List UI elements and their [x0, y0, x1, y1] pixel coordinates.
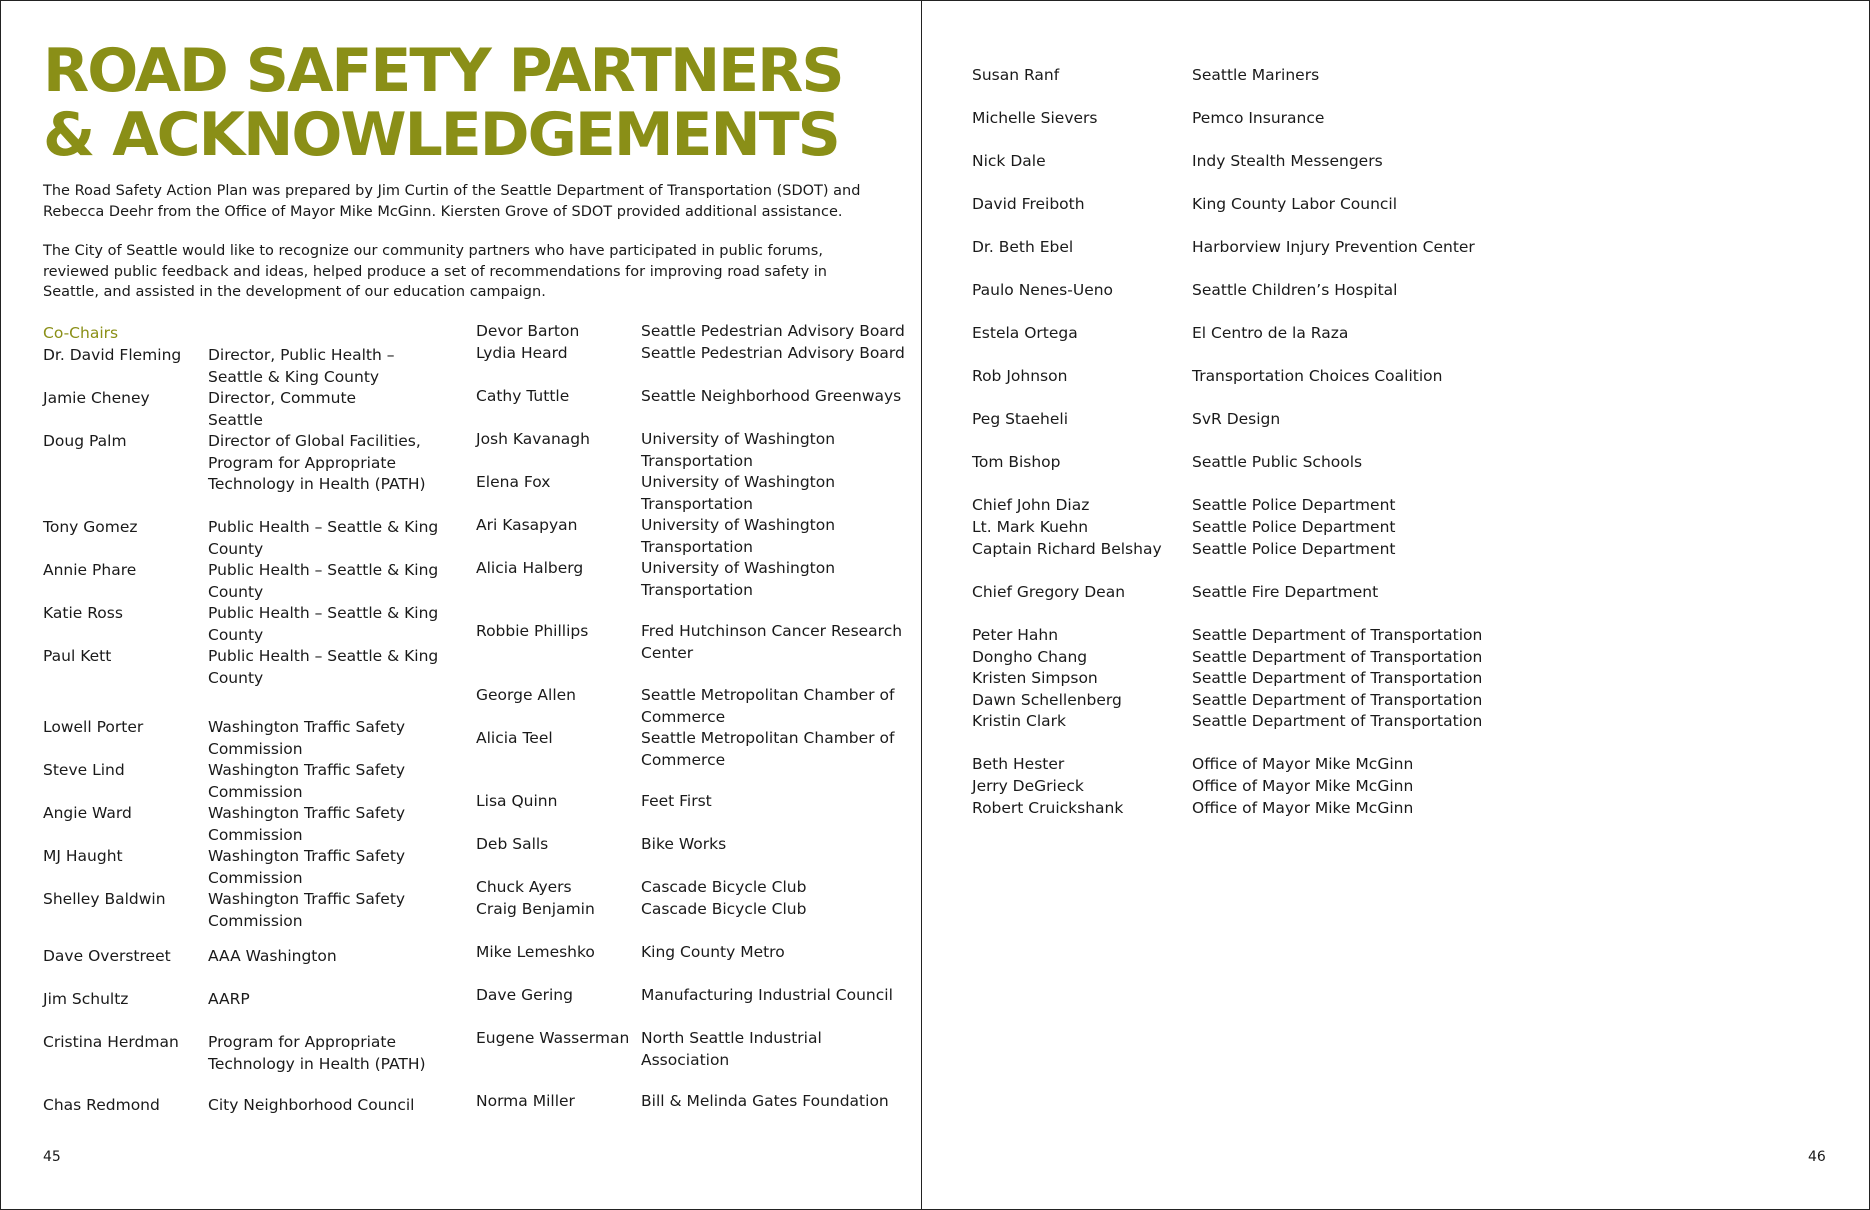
partner-organization: [1192, 668, 1482, 690]
organization-line: University of Washington: [641, 516, 836, 534]
partner-entry: [43, 646, 439, 687]
partner-entry: [476, 343, 905, 365]
partner-name: Devor Barton: [476, 322, 580, 340]
partner-name: Katie Ross: [43, 604, 123, 622]
partner-organization: [641, 942, 785, 964]
partner-organization: [208, 989, 250, 1011]
partner-entry: [972, 194, 1398, 216]
organization-line: AARP: [208, 990, 250, 1008]
partner-organization: [208, 889, 405, 932]
partner-entry: [43, 345, 395, 386]
partner-organization: [641, 899, 806, 921]
organization-line: Washington Traffic Safety: [208, 718, 406, 736]
partner-name: Peg Staeheli: [972, 410, 1069, 428]
partner-organization: [1192, 711, 1482, 733]
organization-line: Transportation: [641, 580, 753, 599]
partner-organization: [641, 1028, 822, 1071]
organization-line: Director of Global Facilities,: [208, 432, 421, 450]
partner-entry: [476, 472, 836, 513]
partner-entry: [972, 151, 1383, 173]
partner-name: Dongho Chang: [972, 648, 1088, 666]
partner-entry: [972, 711, 1483, 733]
organization-line: Seattle Police Department: [1192, 540, 1396, 558]
partner-name: Dawn Schellenberg: [972, 691, 1122, 709]
partner-name: Jerry DeGrieck: [972, 777, 1084, 795]
organization-line: Manufacturing Industrial Council: [641, 986, 893, 1004]
partner-name: Tony Gomez: [43, 518, 138, 536]
partner-entry: [476, 1091, 889, 1113]
partner-name: Beth Hester: [972, 755, 1065, 773]
partner-name: Shelley Baldwin: [43, 890, 166, 908]
organization-line: County: [208, 539, 264, 558]
partner-name: Elena Fox: [476, 473, 551, 491]
organization-line: Commission: [208, 911, 303, 930]
partner-name: Chief John Diaz: [972, 496, 1090, 514]
partner-organization: [641, 985, 893, 1007]
partner-organization: [1192, 452, 1362, 474]
organization-line: Seattle Neighborhood Greenways: [641, 387, 902, 405]
partner-organization: [1192, 366, 1442, 388]
partner-entry: [972, 690, 1483, 712]
organization-line: Cascade Bicycle Club: [641, 900, 807, 918]
organization-line: Seattle Department of Transportation: [1192, 691, 1483, 709]
partner-organization: [1192, 409, 1280, 431]
partner-organization: [1192, 798, 1413, 820]
partner-name: Captain Richard Belshay: [972, 540, 1162, 558]
organization-line: Indy Stealth Messengers: [1192, 152, 1383, 170]
partner-organization: [1192, 194, 1397, 216]
organization-line: Technology in Health (PATH): [208, 1054, 426, 1073]
partner-organization: [208, 717, 405, 760]
partner-entry: [43, 803, 406, 844]
organization-line: King County Labor Council: [1192, 195, 1398, 213]
partner-organization: [1192, 625, 1482, 647]
partner-name: Alicia Teel: [476, 729, 553, 747]
organization-line: Seattle Fire Department: [1192, 583, 1379, 601]
partner-name: Eugene Wasserman: [476, 1029, 630, 1047]
partner-name: David Freiboth: [972, 195, 1085, 213]
organization-line: Washington Traffic Safety: [208, 761, 406, 779]
organization-line: Transportation: [641, 451, 753, 470]
partner-organization: [208, 603, 438, 646]
partner-organization: [208, 345, 395, 388]
partner-entry: [476, 558, 836, 599]
partner-entry: [972, 754, 1414, 776]
partner-organization: [208, 946, 337, 968]
partner-organization: [641, 321, 905, 343]
partner-organization: [641, 429, 835, 472]
partner-name: Annie Phare: [43, 561, 137, 579]
partner-name: Kristin Clark: [972, 712, 1067, 730]
partner-organization: [208, 646, 438, 689]
partner-organization: [1192, 647, 1482, 669]
partner-organization: [641, 621, 902, 664]
partner-organization: [208, 431, 426, 496]
organization-line: Transportation: [641, 537, 753, 556]
organization-line: North Seattle Industrial: [641, 1029, 822, 1047]
organization-line: Seattle Children’s Hospital: [1192, 281, 1398, 299]
partner-entry: [972, 647, 1483, 669]
partner-organization: [641, 791, 712, 813]
organization-line: Transportation: [641, 494, 753, 513]
partner-name: Norma Miller: [476, 1092, 575, 1110]
partner-entry: [476, 685, 895, 726]
organization-line: Association: [641, 1050, 730, 1069]
page-number: 45: [43, 1149, 61, 1165]
partner-name: Josh Kavanagh: [476, 430, 590, 448]
partner-entry: [476, 942, 785, 964]
partner-entry: [972, 323, 1349, 345]
partner-organization: [641, 472, 835, 515]
partner-entry: [476, 985, 893, 1007]
partner-entry: [476, 834, 727, 856]
organization-line: Bike Works: [641, 835, 727, 853]
organization-line: Public Health – Seattle & King: [208, 561, 439, 579]
organization-line: Seattle Metropolitan Chamber of: [641, 686, 895, 704]
organization-line: Fred Hutchinson Cancer Research: [641, 622, 903, 640]
partner-entry: [972, 668, 1483, 690]
partner-name: Kristen Simpson: [972, 669, 1098, 687]
organization-line: University of Washington: [641, 559, 836, 577]
partner-name: Doug Palm: [43, 432, 127, 450]
partner-name: Jamie Cheney: [43, 389, 150, 407]
organization-line: City Neighborhood Council: [208, 1096, 415, 1114]
organization-line: Commission: [208, 868, 303, 887]
organization-line: Seattle Public Schools: [1192, 453, 1363, 471]
partner-name: Lt. Mark Kuehn: [972, 518, 1089, 536]
organization-line: Director, Commute: [208, 389, 357, 407]
partner-name: Lydia Heard: [476, 344, 568, 362]
partner-name: George Allen: [476, 686, 577, 704]
partner-name: Susan Ranf: [972, 66, 1060, 84]
partner-name: Chuck Ayers: [476, 878, 572, 896]
organization-line: County: [208, 625, 264, 644]
partner-name: Nick Dale: [972, 152, 1046, 170]
partner-organization: [641, 685, 894, 728]
organization-line: Pemco Insurance: [1192, 109, 1325, 127]
partner-entry: [476, 386, 902, 408]
partner-entry: [972, 409, 1281, 431]
partner-entry: [476, 1028, 822, 1069]
organization-line: King County Metro: [641, 943, 785, 961]
partner-name: Deb Salls: [476, 835, 549, 853]
partner-organization: [641, 1091, 889, 1113]
partner-name: Cathy Tuttle: [476, 387, 570, 405]
organization-line: Seattle Police Department: [1192, 518, 1396, 536]
organization-line: SvR Design: [1192, 410, 1281, 428]
partner-organization: [1192, 495, 1395, 517]
organization-line: Commission: [208, 825, 303, 844]
title-line-1: ROAD SAFETY PARTNERS: [43, 36, 843, 106]
organization-line: Seattle Metropolitan Chamber of: [641, 729, 895, 747]
partner-name: Peter Hahn: [972, 626, 1059, 644]
organization-line: University of Washington: [641, 430, 836, 448]
partner-organization: [1192, 582, 1378, 604]
partner-entry: [43, 603, 439, 644]
organization-line: Seattle Department of Transportation: [1192, 626, 1483, 644]
organization-line: Center: [641, 643, 694, 662]
partner-entry: [43, 517, 439, 558]
organization-line: Program for Appropriate: [208, 1033, 396, 1051]
partner-organization: [641, 877, 806, 899]
organization-line: County: [208, 582, 264, 601]
organization-line: El Centro de la Raza: [1192, 324, 1349, 342]
intro-paragraph-1: The Road Safety Action Plan was prepared by Jim Curtin of the Seattle Department of Transportation (SDOT) and Rebecca Deehr from the Office of Mayor Mike McGinn. Kiersten Grove of SDOT provided additional assistance.: [43, 183, 861, 220]
organization-line: Seattle Pedestrian Advisory Board: [641, 344, 905, 362]
organization-line: Commerce: [641, 707, 726, 726]
organization-line: Public Health – Seattle & King: [208, 518, 439, 536]
organization-line: Seattle Department of Transportation: [1192, 648, 1483, 666]
organization-line: Public Health – Seattle & King: [208, 647, 439, 665]
organization-line: Transportation Choices Coalition: [1192, 367, 1443, 385]
page-number: 46: [1808, 1149, 1826, 1165]
partner-entry: [476, 515, 836, 556]
organization-line: Commission: [208, 782, 303, 801]
partner-entry: [972, 108, 1325, 130]
partner-name: Dave Overstreet: [43, 947, 171, 965]
organization-line: Harborview Injury Prevention Center: [1192, 238, 1475, 256]
partner-name: Jim Schultz: [43, 990, 129, 1008]
partner-name: Dr. David Fleming: [43, 346, 182, 364]
partner-name: MJ Haught: [43, 847, 123, 865]
partner-entry: [43, 431, 426, 493]
partner-organization: [208, 803, 405, 846]
partner-name: Michelle Sievers: [972, 109, 1098, 127]
partner-entry: [476, 429, 836, 470]
partner-entry: [972, 539, 1396, 561]
organization-line: Program for Appropriate: [208, 453, 396, 472]
organization-line: Seattle: [208, 410, 263, 429]
partner-entry: [972, 517, 1396, 539]
partner-entry: [43, 889, 406, 930]
organization-line: County: [208, 668, 264, 687]
partner-organization: [641, 728, 894, 771]
partner-organization: [1192, 151, 1383, 173]
organization-line: Technology in Health (PATH): [208, 475, 426, 493]
partner-organization: [208, 517, 438, 560]
partner-name: Alicia Halberg: [476, 559, 584, 577]
partner-organization: [1192, 280, 1397, 302]
organization-line: Seattle Police Department: [1192, 496, 1396, 514]
partner-name: Tom Bishop: [972, 453, 1061, 471]
organization-line: Public Health – Seattle & King: [208, 604, 439, 622]
left-page: [0, 0, 922, 1210]
organization-line: Seattle Department of Transportation: [1192, 712, 1483, 730]
partner-name: Paul Kett: [43, 647, 112, 665]
partner-entry: [43, 1032, 426, 1073]
partner-organization: [1192, 108, 1324, 130]
organization-line: Seattle Mariners: [1192, 66, 1320, 84]
partner-name: Robbie Phillips: [476, 622, 589, 640]
partner-entry: [43, 846, 406, 887]
partner-entry: [972, 495, 1396, 517]
partner-organization: [1192, 65, 1319, 87]
organization-line: Washington Traffic Safety: [208, 804, 406, 822]
organization-line: Office of Mayor Mike McGinn: [1192, 777, 1414, 795]
organization-line: Director, Public Health –: [208, 346, 395, 364]
partner-entry: [476, 321, 905, 343]
organization-line: Office of Mayor Mike McGinn: [1192, 799, 1414, 817]
partner-organization: [641, 558, 835, 601]
partner-name: Estela Ortega: [972, 324, 1078, 342]
partner-entry: [972, 280, 1398, 302]
partner-organization: [208, 388, 356, 431]
partner-organization: [641, 515, 835, 558]
partner-name: Steve Lind: [43, 761, 125, 779]
partner-entry: [43, 717, 406, 758]
organization-line: Cascade Bicycle Club: [641, 878, 807, 896]
partner-organization: [208, 846, 405, 889]
organization-line: Commission: [208, 739, 303, 758]
organization-line: Seattle Pedestrian Advisory Board: [641, 322, 905, 340]
partner-entry: [972, 625, 1483, 647]
partner-entry: [476, 899, 807, 921]
organization-line: Washington Traffic Safety: [208, 890, 406, 908]
organization-line: AAA Washington: [208, 947, 337, 965]
partner-name: Dave Gering: [476, 986, 573, 1004]
partner-entry: [43, 560, 439, 601]
partner-entry: [43, 388, 357, 429]
partner-entry: [43, 1095, 415, 1117]
partner-name: Paulo Nenes-Ueno: [972, 281, 1114, 299]
partner-organization: [208, 1032, 426, 1075]
partner-entry: [476, 791, 712, 813]
partner-organization: [208, 760, 405, 803]
partner-name: Robert Cruickshank: [972, 799, 1124, 817]
partner-entry: [43, 989, 250, 1011]
partner-organization: [641, 343, 905, 365]
organization-line: Feet First: [641, 792, 712, 810]
partner-name: Chas Redmond: [43, 1096, 160, 1114]
partner-organization: [1192, 539, 1395, 561]
partner-name: Chief Gregory Dean: [972, 583, 1126, 601]
partner-entry: [972, 798, 1414, 820]
partner-name: Mike Lemeshko: [476, 943, 595, 961]
partner-name: Lisa Quinn: [476, 792, 558, 810]
partner-entry: [972, 237, 1475, 259]
partner-entry: [476, 728, 895, 769]
partner-organization: [208, 560, 438, 603]
partner-entry: [43, 760, 406, 801]
partner-organization: [1192, 776, 1413, 798]
organization-line: Office of Mayor Mike McGinn: [1192, 755, 1414, 773]
partner-entry: [972, 65, 1320, 87]
partner-entry: [972, 776, 1414, 798]
page-title: [43, 36, 843, 170]
organization-line: Washington Traffic Safety: [208, 847, 406, 865]
title-line-2: & ACKNOWLEDGEMENTS: [43, 100, 839, 170]
partner-name: Angie Ward: [43, 804, 132, 822]
partner-entry: [476, 877, 807, 899]
partner-organization: [641, 834, 726, 856]
intro-paragraph-2: The City of Seattle would like to recognize our community partners who have participated in public forums, reviewed public feedback and ideas, helped produce a set of recommendations for improving road safety in Seattle, and assisted in the development of our education campaign.: [43, 243, 827, 300]
co-chairs-label: Co-Chairs: [43, 324, 119, 342]
partner-organization: [1192, 517, 1395, 539]
partner-name: Craig Benjamin: [476, 900, 595, 918]
partner-name: Lowell Porter: [43, 718, 144, 736]
partner-entry: [476, 621, 903, 662]
partner-entry: [972, 366, 1443, 388]
partner-name: Cristina Herdman: [43, 1033, 179, 1051]
partner-organization: [641, 386, 901, 408]
partner-entry: [972, 582, 1379, 604]
organization-line: University of Washington: [641, 473, 836, 491]
organization-line: Seattle Department of Transportation: [1192, 669, 1483, 687]
partner-organization: [208, 1095, 414, 1117]
right-page: [921, 0, 1870, 1210]
organization-line: Bill & Melinda Gates Foundation: [641, 1092, 889, 1110]
organization-line: Seattle & King County: [208, 367, 380, 386]
partner-entry: [972, 452, 1363, 474]
partner-name: Ari Kasapyan: [476, 516, 578, 534]
partner-name: Dr. Beth Ebel: [972, 238, 1074, 256]
partner-organization: [1192, 237, 1475, 259]
partner-organization: [1192, 323, 1348, 345]
organization-line: Commerce: [641, 750, 726, 769]
partner-entry: [43, 946, 337, 968]
partner-organization: [1192, 754, 1413, 776]
partner-organization: [1192, 690, 1482, 712]
partner-name: Rob Johnson: [972, 367, 1068, 385]
